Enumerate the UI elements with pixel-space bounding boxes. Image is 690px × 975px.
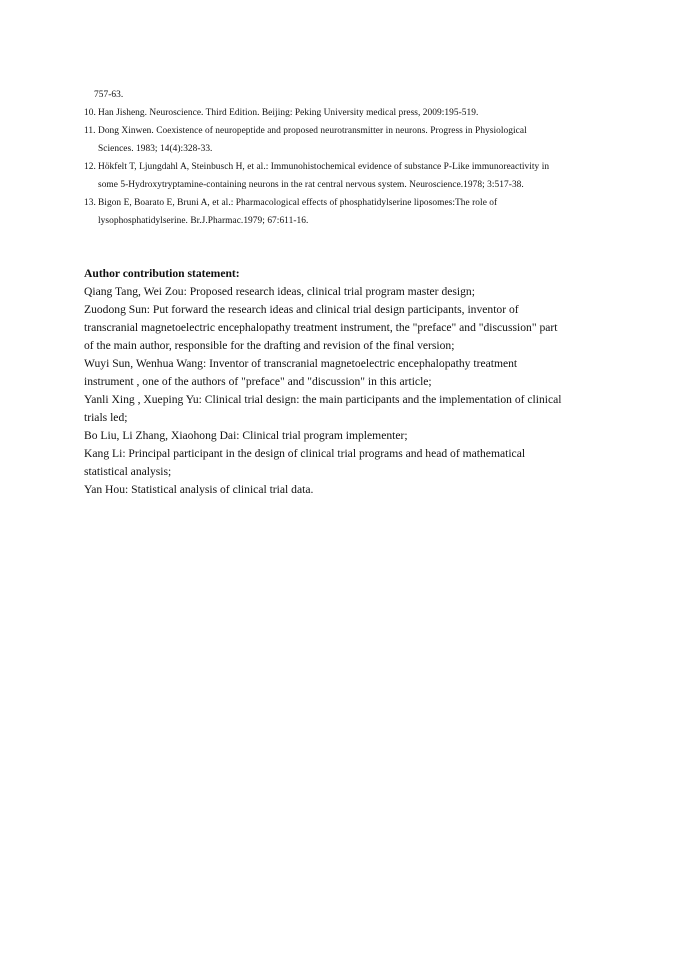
- section-heading: Author contribution statement:: [84, 267, 240, 280]
- reference-line: lysophosphatidylserine. Br.J.Pharmac.1979; 67:611-16.: [98, 216, 309, 226]
- reference-line: Sciences. 1983; 14(4):328-33.: [98, 144, 213, 154]
- contribution-line: transcranial magnetoelectric encephalopathy treatment instrument, the "preface" and "discussion" part: [84, 321, 558, 334]
- contribution-line: trials led;: [84, 411, 128, 424]
- author-contribution-section: [84, 265, 604, 499]
- contribution-line: Zuodong Sun: Put forward the research ideas and clinical trial design participants, inventor of: [84, 303, 519, 316]
- reference-line: Bigon E, Boarato E, Bruni A, et al.: Pharmacological effects of phosphatidylserine liposomes:The role of: [98, 198, 498, 208]
- contribution-line: Yan Hou: Statistical analysis of clinical trial data.: [84, 483, 314, 496]
- reference-item-13: [84, 194, 604, 230]
- reference-continuation-text: 757-63.: [94, 90, 124, 100]
- contribution-line: Kang Li: Principal participant in the design of clinical trial programs and head of mathematical: [84, 447, 526, 460]
- contribution-line: statistical analysis;: [84, 465, 172, 478]
- contribution-line: of the main author, responsible for the drafting and revision of the final version;: [84, 339, 455, 352]
- reference-item-11: [84, 122, 604, 158]
- reference-number: 13.: [84, 198, 96, 208]
- contribution-line: Yanli Xing , Xueping Yu: Clinical trial design: the main participants and the implementation of clinical: [84, 393, 562, 406]
- contribution-line: Qiang Tang, Wei Zou: Proposed research ideas, clinical trial program master design;: [84, 285, 475, 298]
- reference-number: 11.: [84, 126, 96, 136]
- reference-item-12: [84, 158, 604, 194]
- reference-line: Dong Xinwen. Coexistence of neuropeptide and proposed neurotransmitter in neurons. Progress in Physiological: [98, 126, 527, 136]
- reference-line: Hökfelt T, Ljungdahl A, Steinbusch H, et al.: Immunohistochemical evidence of substance P-Like immunoreactivity in: [98, 162, 550, 172]
- contribution-line: Bo Liu, Li Zhang, Xiaohong Dai: Clinical trial program implementer;: [84, 429, 408, 442]
- reference-continuation: [84, 86, 604, 104]
- reference-list: [84, 86, 604, 230]
- reference-item-10: [84, 104, 604, 122]
- contribution-line: Wuyi Sun, Wenhua Wang: Inventor of transcranial magnetoelectric encephalopathy treatment: [84, 357, 518, 370]
- reference-number: 12.: [84, 162, 96, 172]
- reference-line: Han Jisheng. Neuroscience. Third Edition. Beijing: Peking University medical press, 2009:195-519.: [98, 108, 479, 118]
- contribution-line: instrument , one of the authors of "preface" and "discussion" in this article;: [84, 375, 432, 388]
- reference-number: 10.: [84, 108, 96, 118]
- reference-line: some 5-Hydroxytryptamine-containing neurons in the rat central nervous system. Neuroscience.1978; 3:517-38.: [98, 180, 524, 190]
